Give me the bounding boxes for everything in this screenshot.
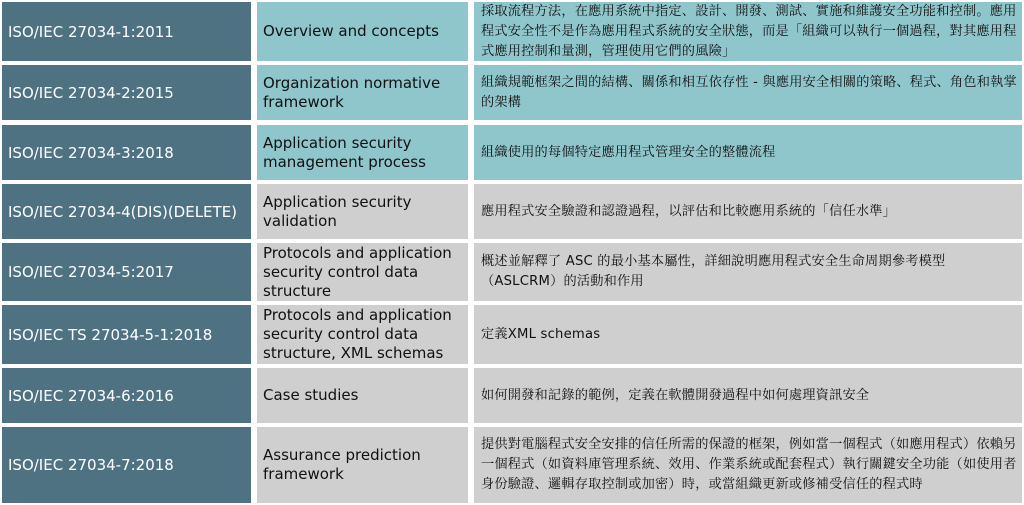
standard-id-cell: ISO/IEC 27034-4(DIS)(DELETE)	[2, 184, 251, 239]
standard-title-cell: Application security validation	[257, 184, 468, 239]
standard-id-cell: ISO/IEC 27034-3:2018	[2, 125, 251, 180]
standard-title-cell: Organization normative framework	[257, 65, 468, 120]
table-row	[0, 125, 1024, 180]
standard-id-cell: ISO/IEC 27034-5:2017	[2, 243, 251, 301]
standard-id-cell: ISO/IEC TS 27034-5-1:2018	[2, 305, 251, 364]
standard-description-cell: 應用程式安全驗證和認證過程，以評估和比較應用系統的「信任水準」	[474, 184, 1022, 239]
standard-id-cell: ISO/IEC 27034-7:2018	[2, 427, 251, 503]
standard-title-cell: Protocols and application security control data structure	[257, 243, 468, 301]
standard-description-cell: 定義XML schemas	[474, 305, 1022, 364]
standard-description-cell: 提供對電腦程式安全安排的信任所需的保證的框架，例如當一個程式（如應用程式）依賴另一個程式（如資料庫管理系統、效用、作業系統或配套程式）執行關鍵安全功能（如使用者身份驗證、邏輯存取控制或加密）時，或當組織更新或修補受信任的程式時	[474, 427, 1022, 503]
standard-id-cell: ISO/IEC 27034-2:2015	[2, 65, 251, 120]
standard-id-cell: ISO/IEC 27034-6:2016	[2, 368, 251, 423]
table-row	[0, 184, 1024, 239]
table-row	[0, 65, 1024, 120]
standard-description-cell: 如何開發和記錄的範例，定義在軟體開發過程中如何處理資訊安全	[474, 368, 1022, 423]
standard-title-cell: Assurance prediction framework	[257, 427, 468, 503]
standard-id-cell: ISO/IEC 27034-1:2011	[2, 2, 251, 61]
standard-title-cell: Protocols and application security control data structure, XML schemas	[257, 305, 468, 364]
standard-title-cell: Overview and concepts	[257, 2, 468, 61]
standard-description-cell: 組織規範框架之間的結構、關係和相互依存性 - 與應用安全相關的策略、程式、角色和執掌的架構	[474, 65, 1022, 120]
standard-description-cell: 概述並解釋了 ASC 的最小基本屬性，詳細說明應用程式安全生命周期參考模型（ASLCRM）的活動和作用	[474, 243, 1022, 301]
table-row	[0, 2, 1024, 61]
standard-title-cell: Case studies	[257, 368, 468, 423]
standard-title-cell: Application security management process	[257, 125, 468, 180]
table-row	[0, 368, 1024, 423]
standard-description-cell: 組織使用的每個特定應用程式管理安全的整體流程	[474, 125, 1022, 180]
standard-description-cell: 採取流程方法，在應用系統中指定、設計、開發、測試、實施和維護安全功能和控制。應用程式安全性不是作為應用程式系統的安全狀態，而是「組織可以執行一個過程，對其應用程式應用控制和量測，管理使用它們的風險」	[474, 2, 1022, 61]
table-row	[0, 305, 1024, 364]
table-row	[0, 243, 1024, 301]
table-row	[0, 427, 1024, 503]
